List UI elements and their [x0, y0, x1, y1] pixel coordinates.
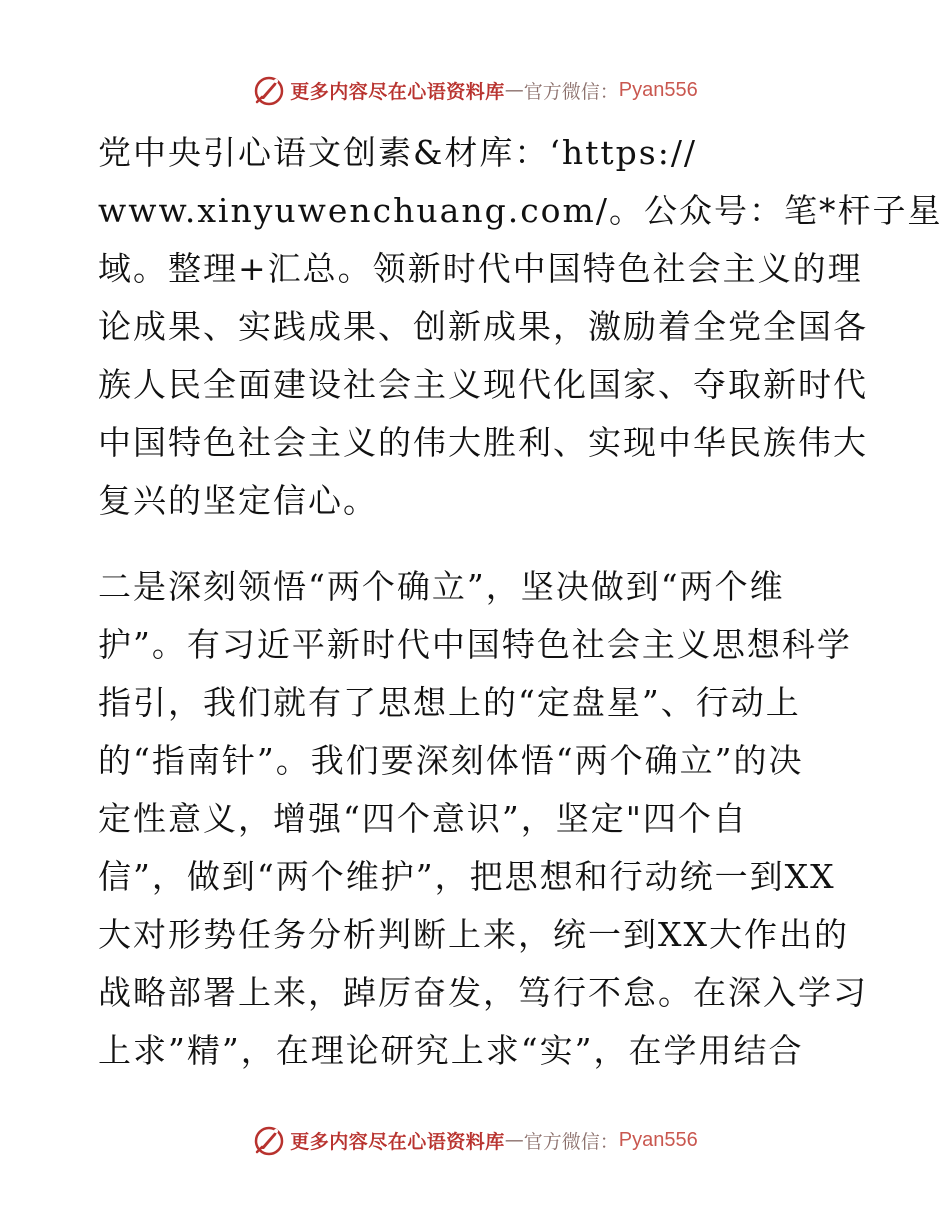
text-line: 护”。有习近平新时代中国特色社会主义思想科学 — [98, 625, 852, 664]
text-line: 的“指南针”。我们要深刻体悟“两个确立”的决 — [98, 741, 804, 780]
header-banner — [0, 73, 950, 107]
footer-banner — [0, 1123, 950, 1157]
quill-logo-icon — [252, 1123, 286, 1157]
banner-brand-text: 更多内容尽在心语资料库 — [290, 80, 505, 103]
text-line: 域。整理+汇总。领新时代中国特色社会主义的理 — [98, 249, 863, 288]
banner-wechat-id: Pyan556 — [618, 78, 698, 101]
text-line: www.xinyuwenchuang.com/。公众号：笔*杆子星 — [98, 191, 943, 230]
document-body — [98, 124, 943, 1080]
banner-wechat-label: 官方微信： — [523, 80, 619, 103]
text-line: 战略部署上来，踔厉奋发，笃行不怠。在深入学习 — [98, 973, 868, 1012]
banner-brand-text: 更多内容尽在心语资料库 — [290, 1130, 505, 1153]
text-line: 大对形势任务分析判断上来，统一到XX大作出的 — [98, 915, 849, 954]
banner-dash: — — [504, 79, 524, 101]
text-line: 中国特色社会主义的伟大胜利、实现中华民族伟大 — [98, 423, 868, 462]
text-line: 上求”精”，在理论研究上求“实”，在学用结合 — [98, 1031, 804, 1070]
paragraph-2 — [98, 558, 868, 1080]
paragraph-1 — [98, 124, 943, 530]
text-line: 二是深刻领悟“两个确立”，坚决做到“两个维 — [98, 567, 785, 606]
text-line: 论成果、实践成果、创新成果，激励着全党全国各 — [98, 307, 868, 346]
text-line: 定性意义，增强“四个意识”，坚定"四个自 — [98, 799, 748, 838]
banner-wechat-label: 官方微信： — [523, 1130, 619, 1153]
text-line: 指引，我们就有了思想上的“定盘星”、行动上 — [98, 683, 801, 722]
paragraph-spacer — [98, 530, 858, 558]
text-line: 复兴的坚定信心。 — [98, 481, 378, 520]
quill-logo-icon — [252, 73, 286, 107]
text-line: 信”，做到“两个维护”，把思想和行动统一到XX — [98, 857, 836, 896]
text-line: 党中央引心语文创素&材库：‘https:// — [98, 133, 698, 172]
banner-dash: — — [504, 1129, 524, 1151]
banner-wechat-id: Pyan556 — [618, 1128, 698, 1151]
text-line: 族人民全面建设社会主义现代化国家、夺取新时代 — [98, 365, 868, 404]
